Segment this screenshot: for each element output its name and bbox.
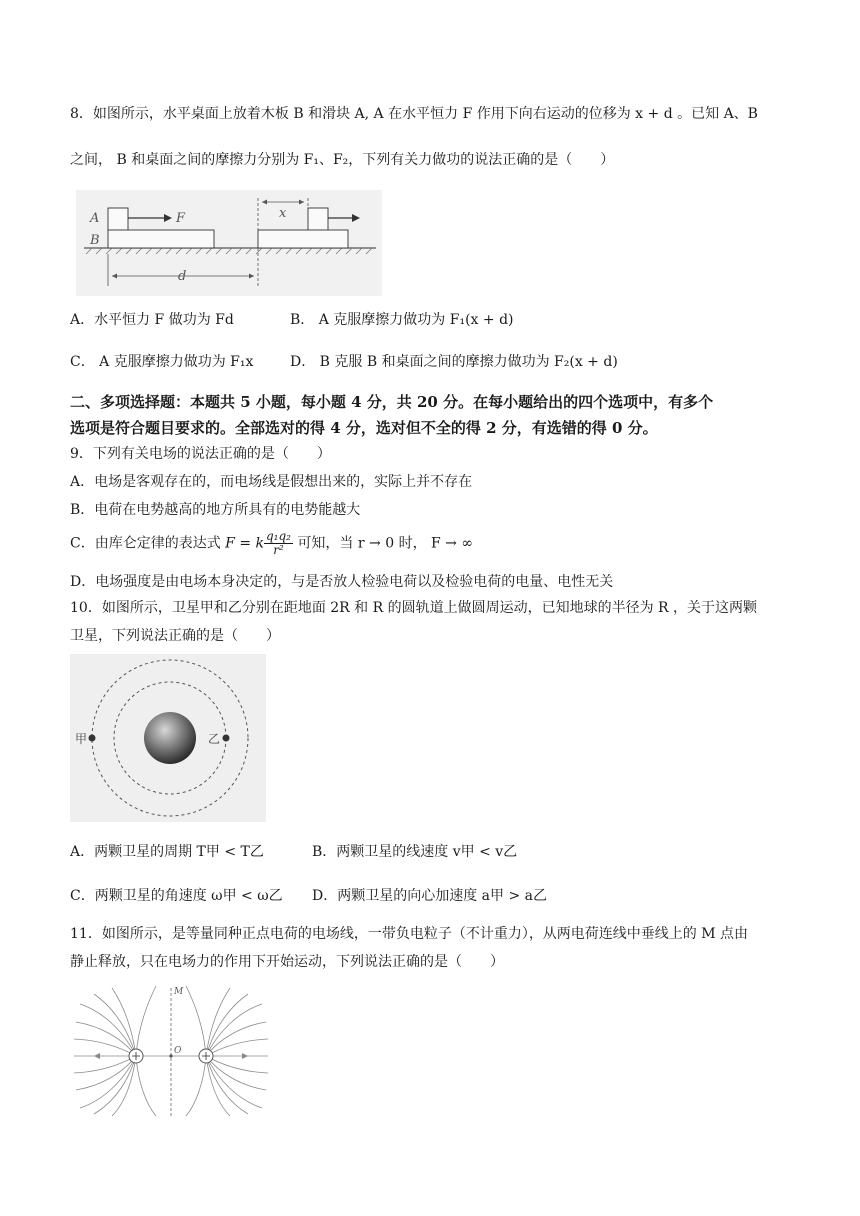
section2-heading-line2: 选项是符合题目要求的。全部选对的得 4 分，选对但不全的得 2 分，有选错的得 0 分。 — [70, 419, 658, 437]
q8-label-b: B — [90, 233, 100, 248]
q9-formula-denominator: r² — [273, 543, 284, 557]
q8-option-c: C． A 克服摩擦力做功为 F₁x — [70, 354, 254, 370]
q11-stem-line1: 11．如图所示，是等量同种正点电荷的电场线，一带负电粒子（不计重力），从两电荷连线中垂线上的 M 点由 — [70, 926, 749, 942]
q8-stem-line1: 8．如图所示，水平桌面上放着木板 B 和滑块 A, A 在水平恒力 F 作用下向右运动的位移为 x + d 。已知 A、B — [70, 106, 758, 122]
q10-option-c: C．两颗卫星的角速度 ω甲 < ω乙 — [70, 888, 283, 904]
q9-option-b: B．电荷在电势越高的地方所具有的电势能越大 — [70, 502, 361, 518]
q10-option-b: B．两颗卫星的线速度 v甲 < v乙 — [312, 844, 518, 860]
q10-figure-orbits — [70, 654, 266, 822]
q8-figure-board-slider — [76, 190, 382, 296]
satellite-jia — [89, 735, 96, 742]
q9-option-c — [70, 530, 473, 557]
q10-stem-line1: 10．如图所示，卫星甲和乙分别在距地面 2R 和 R 的圆轨道上做圆周运动，已知地球的半径为 R ，关于这两颗 — [70, 600, 758, 616]
label-yi: 乙 — [208, 732, 221, 746]
q10-option-a: A．两颗卫星的周期 T甲 < T乙 — [70, 844, 264, 860]
label-jia: 甲 — [75, 732, 88, 746]
q9-option-c-prefix: C．由库仑定律的表达式 — [70, 535, 221, 552]
q8-stem-line2: 之间， B 和桌面之间的摩擦力分别为 F₁、F₂，下列有关力做功的说法正确的是（ ） — [70, 152, 615, 168]
q11-figure-field-lines — [74, 982, 268, 1118]
q9-option-a: A．电场是客观存在的，而电场线是假想出来的，实际上并不存在 — [70, 474, 473, 490]
q9-stem: 9．下列有关电场的说法正确的是（ ） — [70, 446, 331, 462]
q10-stem-line2: 卫星，下列说法正确的是（ ） — [70, 628, 280, 644]
section2-heading-line1: 二、多项选择题：本题共 5 小题，每小题 4 分，共 20 分。在每小题给出的四个选项中，有多个 — [70, 393, 714, 411]
label-m: M — [174, 987, 184, 997]
q9-formula-lhs: F = k — [225, 535, 264, 552]
satellite-yi — [223, 735, 230, 742]
q10-option-d: D．两颗卫星的向心加速度 a甲 > a乙 — [312, 888, 547, 904]
q8-label-a: A — [90, 211, 100, 226]
q11-stem-line2: 静止释放，只在电场力的作用下开始运动，下列说法正确的是（ ） — [70, 954, 504, 970]
midpoint-o — [169, 1054, 172, 1057]
q8-option-a: A．水平恒力 F 做功为 Fd — [70, 312, 234, 328]
q8-label-d: d — [178, 269, 187, 284]
earth — [144, 712, 196, 764]
q8-label-x: x — [279, 206, 287, 221]
q8-label-f: F — [176, 211, 186, 226]
q9-option-d: D．电场强度是由电场本身决定的，与是否放人检验电荷以及检验电荷的电量、电性无关 — [70, 574, 614, 590]
q8-option-b: B． A 克服摩擦力做功为 F₁(x + d) — [290, 312, 514, 328]
q9-formula-numerator: q₁q₂ — [266, 529, 291, 543]
q9-formula-fraction — [264, 530, 293, 557]
q8-option-d: D． B 克服 B 和桌面之间的摩擦力做功为 F₂(x + d) — [290, 354, 618, 370]
q9-option-c-suffix: 可知，当 r → 0 时， F → ∞ — [297, 535, 474, 552]
label-o: O — [174, 1046, 182, 1056]
